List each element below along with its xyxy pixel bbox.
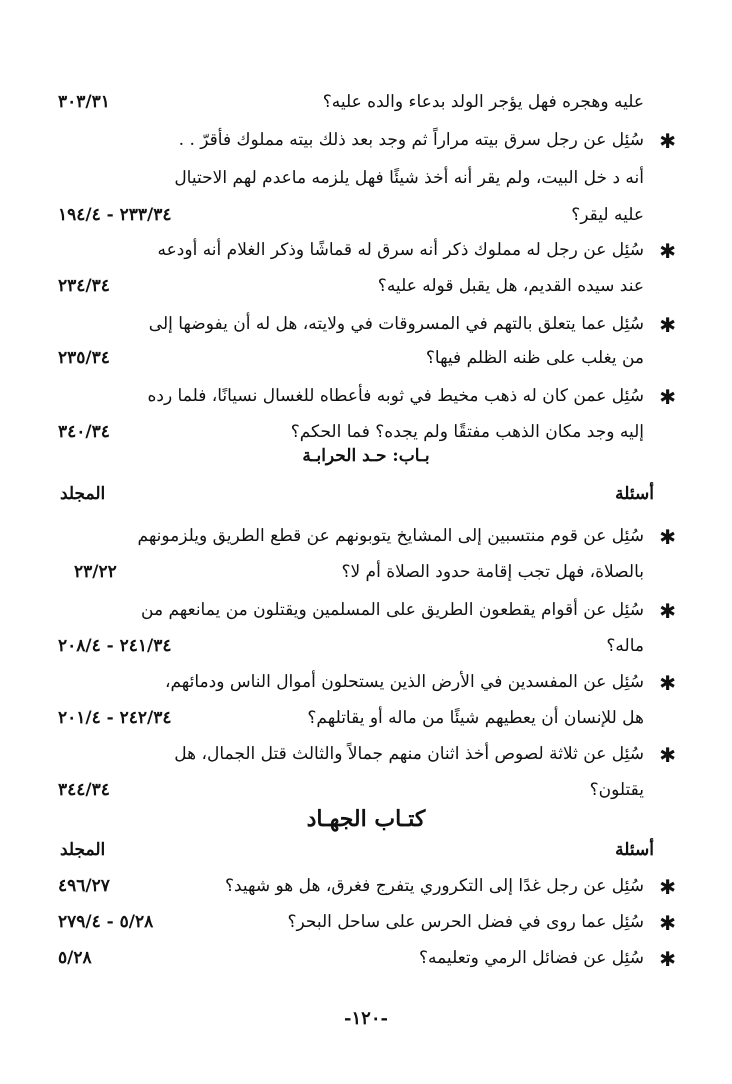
volume-column-header: المجلد [60,484,106,504]
asterisk-bullet-icon: ✱ [659,599,676,623]
entry-line [0,904,732,940]
entry-text: بالصلاة، فهل تجب إقامة حدود الصلاة أم لا؟ [341,562,644,582]
asterisk-bullet-icon: ✱ [659,743,676,767]
entry-line [0,414,732,450]
entry-line [0,554,732,590]
entry-text: عند سيده القديم، هل يقبل قوله عليه؟ [377,276,644,296]
volume-ref: ٣٠٣/٣١ [58,92,110,112]
entry-line [0,868,732,904]
entry-line [0,518,732,554]
asterisk-bullet-icon: ✱ [659,525,676,549]
entry-line [0,197,732,233]
entry-line [0,700,732,736]
entry-line [0,306,732,342]
volume-ref: ٥/٢٨ [58,948,92,968]
asterisk-bullet-icon: ✱ [659,947,676,971]
entry-text: سُئِل عن ثلاثة لصوص أخذ اثنان منهم جمالاً والثالث قتل الجمال، هل [174,744,644,764]
entry-text: عليه ليقر؟ [571,205,644,225]
entry-text: سُئِل عما يتعلق بالتهم في المسروقات في ولايته، هل له أن يفوضها إلى [148,314,644,334]
volume-ref: ٥/٢٨ - ٢٧٩/٤ [58,912,154,932]
asterisk-bullet-icon: ✱ [659,129,676,153]
entry-line [0,378,732,414]
volume-ref: ٢٣/٢٢ [74,562,117,582]
entry-line [0,592,732,628]
entry-text: سُئِل عمن كان له ذهب مخيط في ثوبه فأعطاه للغسال نسيانًا، فلما رده [147,386,644,406]
volume-ref: ٣٤٠/٣٤ [58,422,110,442]
asterisk-bullet-icon: ✱ [659,313,676,337]
entry-text: سُئِل عن قوم منتسبين إلى المشايخ يتوبونهم عن قطع الطريق ويلزمونهم [137,526,644,546]
asterisk-bullet-icon: ✱ [659,911,676,935]
entry-text: من يغلب على ظنه الظلم فيها؟ [425,348,644,368]
entry-text: سُئِل عن رجل غدًا إلى التكروري يتفرج فغرق، هل هو شهيد؟ [224,876,644,896]
entry-line [0,268,732,304]
entry-line [0,122,732,158]
entry-text: إليه وجد مكان الذهب مفتقًا ولم يجده؟ فما الحكم؟ [290,422,644,442]
section-title: كتـاب الجهـاد [306,806,426,832]
entry-line [0,340,732,376]
volume-ref: ٢٤٢/٣٤ - ٢٠١/٤ [58,708,172,728]
entry-line [0,84,732,120]
asterisk-bullet-icon: ✱ [659,385,676,409]
asterisk-bullet-icon: ✱ [659,671,676,695]
entry-line [0,940,732,976]
entry-line [0,736,732,772]
entry-text: سُئِل عما روى في فضل الحرس على ساحل البحر؟ [287,912,644,932]
entry-text: هل للإنسان أن يعطيهم شيئًا من ماله أو يقاتلهم؟ [307,708,644,728]
entry-text: أنه د خل البيت، ولم يقر أنه أخذ شيئًا فهل يلزمه ماعدم لهم الاحتيال [174,168,644,188]
volume-ref: ٣٤٤/٣٤ [58,780,110,800]
entry-line [0,232,732,268]
asterisk-bullet-icon: ✱ [659,875,676,899]
volume-ref: ٢٣٥/٣٤ [58,348,110,368]
volume-ref: ٤٩٦/٢٧ [58,876,110,896]
entry-text: سُئِل عن أقوام يقطعون الطريق على المسلمين ويقتلون من يمانعهم من [141,600,644,620]
entry-line [0,160,732,196]
volume-ref: ٢٣٤/٣٤ [58,276,110,296]
asterisk-bullet-icon: ✱ [659,239,676,263]
volume-column-header: المجلد [60,840,106,860]
entry-line [0,664,732,700]
volume-ref: ٢٤١/٣٤ - ٢٠٨/٤ [58,636,172,656]
questions-column-header: أسئلة [615,484,654,504]
entry-line [0,628,732,664]
entry-line [0,772,732,808]
entry-text: سُئِل عن المفسدين في الأرض الذين يستحلون أموال الناس ودمائهم، [164,672,644,692]
questions-column-header: أسئلة [615,840,654,860]
section-title: بـاب: حـد الحرابـة [302,446,430,466]
entry-text: يقتلون؟ [589,780,644,800]
entry-text: عليه وهجره فهل يؤجر الولد بدعاء والده عليه؟ [322,92,644,112]
page-number: -١٢٠- [344,1008,388,1029]
volume-ref: ٢٣٣/٣٤ - ١٩٤/٤ [58,205,172,225]
entry-text: ماله؟ [606,636,644,656]
entry-text: سُئِل عن رجل سرق بيته مراراً ثم وجد بعد ذلك بيته مملوك فأقرّ . . [178,130,644,150]
entry-text: سُئِل عن فضائل الرمي وتعليمه؟ [418,948,644,968]
entry-text: سُئِل عن رجل له مملوك ذكر أنه سرق له قماشًا وذكر الغلام أنه أودعه [157,240,644,260]
